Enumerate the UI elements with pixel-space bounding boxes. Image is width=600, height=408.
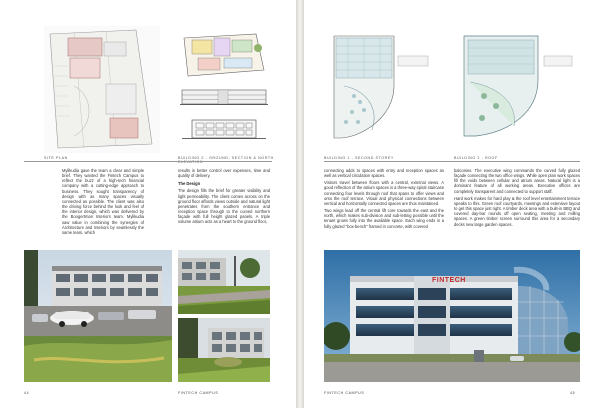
paragraph: Mylikudia gave the team a clear and simple brief. They wanted the Fintech Campus to reflect the buzz of a high-tech financial company with a cutting-edge approach to business. They sought transparency of design with as many spaces visually connected as possible. The client was also the driving force behind the look and feel of the interior design, which was delivered by the Boogertman Interiors team. Mylikudia saw value in combining the synergies of Architecture and Interiors by seamlessly the same team, which <box>62 168 144 235</box>
building2-caption: BUILDING 2 - GROUND, SECTION & NORTH ELEVATION <box>178 156 274 164</box>
divider-rule <box>24 161 272 162</box>
roof-caption: BUILDING 1 - ROOF <box>454 156 498 160</box>
roof-plan <box>454 26 580 154</box>
left-page <box>0 0 296 408</box>
building2-north-elevation <box>178 112 270 142</box>
book-gutter <box>296 0 304 408</box>
page-number-left: 44 <box>24 391 30 395</box>
courtyard-photo <box>178 318 270 382</box>
second-storey-plan <box>324 26 436 154</box>
section-heading: The Design <box>178 181 201 187</box>
building2-section <box>178 86 270 108</box>
running-title-right: FINTECH CAMPUS <box>324 391 365 395</box>
right-text-column-2 <box>454 168 580 229</box>
campus-parking-photo <box>24 250 172 382</box>
landscaping-photo <box>178 250 270 314</box>
second-storey-caption: BUILDING 1 - SECOND STOREY <box>324 156 394 160</box>
divider-rule <box>324 161 580 162</box>
right-page <box>304 0 600 408</box>
page-number-right: 45 <box>570 391 576 395</box>
building2-ground-floor-plan <box>178 30 270 82</box>
left-text-column-2 <box>178 168 270 227</box>
paragraph: Two wings lead off the central lift core towards the east and the north, which makes sub-division and sub-letting possible until the tenant grows fully into the available space. Each wing ends in a fully glazed "box-bench" framed in concrete, with covered <box>324 208 444 229</box>
paragraph: Visitors travel between floors with a central, external views. A good reflection of the atrium spaces is a three-way spiral staircase connecting four levels through roof that spans to offer views and onto the roof terrace. Visual and physical connections between vertical and horizontally connected spaces are thus maintained. <box>324 180 444 206</box>
left-text-column-1 <box>62 168 144 237</box>
paragraph: connecting adds to spaces with entry and reception spaces as well as vertical circulation spaces. <box>324 168 444 179</box>
site-plan-drawing <box>44 26 160 153</box>
paragraph: Hard work makes for hard play & the roof level entertainment terrace speaks to this. Green roof courtyards, meetings and extensive layout to get this space just right. A timber deck area with a built-in BBQ and covered day-bar rounds off open seating, meeting and milling spaces. A green timber screen surround this area for a secondary decks new large garden spaces. <box>454 195 580 227</box>
building-signage: FINTECH <box>432 277 466 284</box>
site-plan-caption: SITE PLAN <box>44 156 68 160</box>
running-title-left: FINTECH CAMPUS <box>178 391 219 395</box>
fintech-building-photo <box>324 250 580 382</box>
right-text-column-1 <box>324 168 444 231</box>
paragraph: results in better control over expenses, time and quality of delivery. <box>178 168 270 179</box>
paragraph: balconies. The executive wing commands the curved fully glazed façade connecting the two office wings. While open plan work spaces fill the voids between cellular and atrium areas. Natural light is a dominant feature of all working areas. Executive offices are completely transparent and connected to support staff. <box>454 168 580 194</box>
paragraph: The design fills the brief for greater visibility and light permeability. The client comes across on the ground floor affords views outside and natural light penetrates from the southern entrance and reception space through to the curved northern façade with full height glazed panels. A triple volume atrium acts as a heart to the ground floor, <box>178 188 270 225</box>
